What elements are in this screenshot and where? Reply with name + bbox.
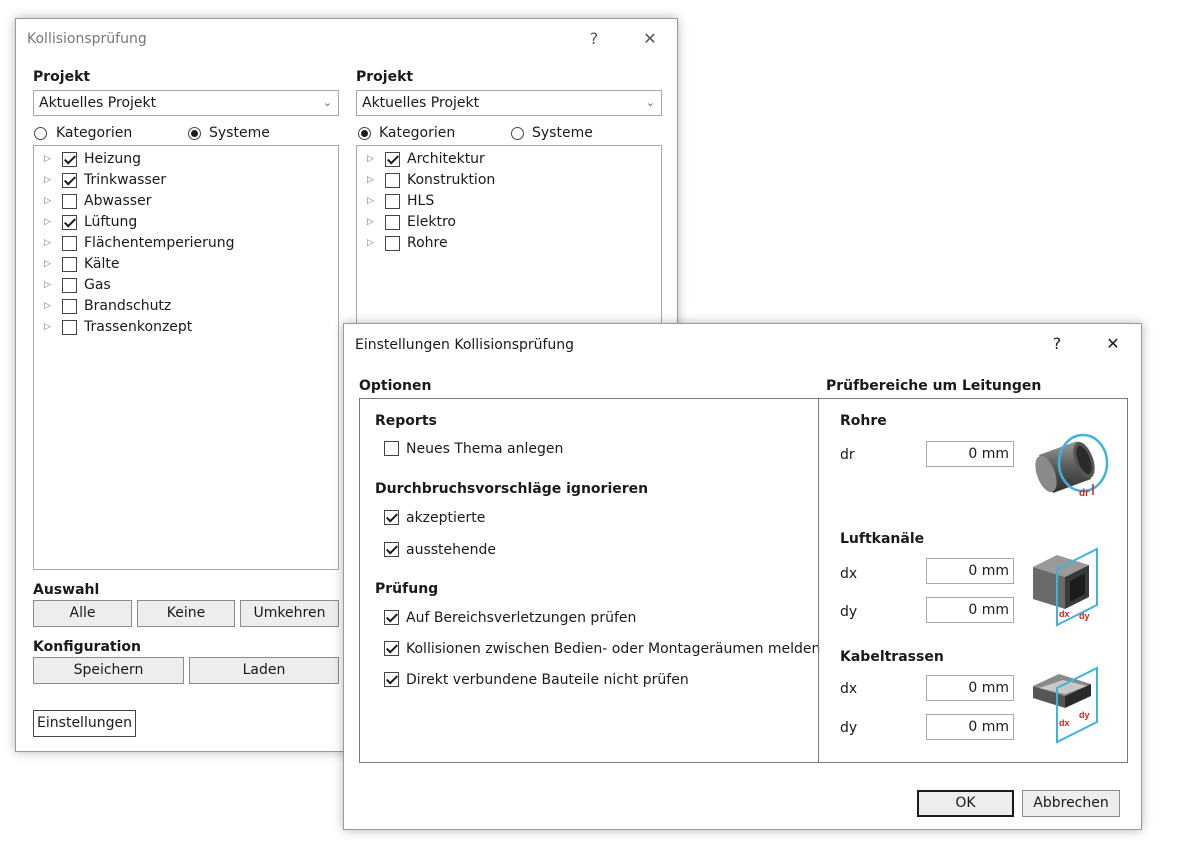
system-item-checkbox[interactable]: [62, 194, 77, 209]
reports-heading: Reports: [375, 413, 437, 429]
right-radio-categories-label: Kategorien: [379, 125, 456, 141]
pipe-range-icon: [1029, 429, 1114, 504]
settings-dialog-title: Einstellungen Kollisionsprüfung: [355, 337, 575, 353]
dialog-title: Kollisionsprüfung: [27, 31, 147, 47]
left-project-value: Aktuelles Projekt: [39, 95, 157, 111]
expand-arrow-icon[interactable]: ▷: [44, 175, 51, 185]
category-tree-item[interactable]: [357, 191, 661, 212]
left-radio-categories[interactable]: [34, 127, 47, 140]
category-item-label: Konstruktion: [407, 172, 496, 188]
tray-dx-label: dx: [840, 681, 858, 697]
help-icon[interactable]: ?: [1052, 334, 1062, 353]
left-project-select[interactable]: [33, 90, 339, 116]
tray-dy-input[interactable]: 0 mm: [926, 714, 1014, 740]
configuration-heading: Konfiguration: [33, 639, 141, 655]
system-item-label: Flächentemperierung: [84, 235, 235, 251]
system-item-label: Gas: [84, 277, 111, 293]
right-radio-systems-label: Systeme: [532, 125, 593, 141]
category-item-label: Elektro: [407, 214, 456, 230]
right-project-select[interactable]: [356, 90, 662, 116]
dr-input[interactable]: 0 mm: [926, 441, 1014, 467]
pending-checkbox[interactable]: [384, 542, 399, 557]
area-check-checkbox[interactable]: [384, 610, 399, 625]
select-all-button[interactable]: Alle: [33, 600, 132, 627]
chevron-down-icon: ⌄: [645, 96, 655, 109]
tray-dy-label: dy: [840, 720, 858, 736]
left-radio-systems-label: Systeme: [209, 125, 270, 141]
category-item-checkbox[interactable]: [385, 215, 400, 230]
new-topic-checkbox[interactable]: [384, 441, 399, 456]
expand-arrow-icon[interactable]: ▷: [367, 217, 374, 227]
expand-arrow-icon[interactable]: ▷: [44, 217, 51, 227]
category-item-checkbox[interactable]: [385, 173, 400, 188]
select-none-button[interactable]: Keine: [137, 600, 235, 627]
selection-heading: Auswahl: [33, 582, 100, 598]
dr-label: dr: [840, 447, 855, 463]
system-item-label: Heizung: [84, 151, 142, 167]
duct-dx-input[interactable]: 0 mm: [926, 558, 1014, 584]
expand-arrow-icon[interactable]: ▷: [44, 301, 51, 311]
system-tree-item[interactable]: [34, 170, 338, 191]
expand-arrow-icon[interactable]: ▷: [367, 175, 374, 185]
collision-report-checkbox[interactable]: [384, 641, 399, 656]
system-item-checkbox[interactable]: [62, 215, 77, 230]
options-panel: [359, 398, 819, 763]
load-config-button[interactable]: Laden: [189, 657, 339, 684]
left-radio-categories-label: Kategorien: [56, 125, 133, 141]
tray-dy-annotation: dy: [1079, 710, 1090, 720]
system-item-label: Trassenkonzept: [84, 319, 193, 335]
direct-connected-label: Direkt verbundene Bauteile nicht prüfen: [406, 672, 689, 688]
cable-tray-range-icon: [1029, 664, 1114, 749]
left-radio-systems[interactable]: [188, 127, 201, 140]
right-radio-systems[interactable]: [511, 127, 524, 140]
ducts-heading: Luftkanäle: [840, 531, 925, 547]
category-item-label: Rohre: [407, 235, 448, 251]
cancel-button[interactable]: Abbrechen: [1022, 790, 1120, 817]
ignore-heading: Durchbruchsvorschläge ignorieren: [375, 481, 649, 497]
system-item-label: Abwasser: [84, 193, 152, 209]
help-icon[interactable]: ?: [589, 29, 599, 48]
settings-dialog: [343, 323, 1142, 830]
expand-arrow-icon[interactable]: ▷: [44, 196, 51, 206]
category-item-checkbox[interactable]: [385, 152, 400, 167]
tray-dx-input[interactable]: 0 mm: [926, 675, 1014, 701]
duct-dy-annotation: dy: [1079, 611, 1090, 621]
ranges-heading: Prüfbereiche um Leitungen: [826, 378, 1042, 394]
expand-arrow-icon[interactable]: ▷: [44, 322, 51, 332]
category-item-label: HLS: [407, 193, 435, 209]
category-tree-item[interactable]: [357, 233, 661, 254]
check-heading: Prüfung: [375, 581, 439, 597]
options-heading: Optionen: [359, 378, 432, 394]
save-config-button[interactable]: Speichern: [33, 657, 184, 684]
expand-arrow-icon[interactable]: ▷: [44, 154, 51, 164]
category-item-checkbox[interactable]: [385, 236, 400, 251]
system-tree-item[interactable]: [34, 275, 338, 296]
right-radio-categories[interactable]: [358, 127, 371, 140]
category-item-label: Architektur: [407, 151, 485, 167]
right-project-value: Aktuelles Projekt: [362, 95, 480, 111]
duct-dx-annotation: dx: [1059, 609, 1070, 619]
duct-dy-input[interactable]: 0 mm: [926, 597, 1014, 623]
duct-dy-label: dy: [840, 604, 858, 620]
expand-arrow-icon[interactable]: ▷: [44, 259, 51, 269]
system-tree-item[interactable]: [34, 212, 338, 233]
invert-selection-button[interactable]: Umkehren: [240, 600, 339, 627]
expand-arrow-icon[interactable]: ▷: [44, 238, 51, 248]
system-item-checkbox[interactable]: [62, 299, 77, 314]
expand-arrow-icon[interactable]: ▷: [367, 238, 374, 248]
category-tree-item[interactable]: [357, 170, 661, 191]
pipe-dr-annotation: dr: [1079, 488, 1089, 499]
expand-arrow-icon[interactable]: ▷: [367, 154, 374, 164]
left-tree-list[interactable]: [33, 145, 339, 570]
chevron-down-icon: ⌄: [322, 96, 332, 109]
system-item-checkbox[interactable]: [62, 236, 77, 251]
system-item-checkbox[interactable]: [62, 173, 77, 188]
system-tree-item[interactable]: [34, 254, 338, 275]
close-icon[interactable]: ✕: [1106, 334, 1120, 353]
system-tree-item[interactable]: [34, 296, 338, 317]
ranges-panel: [818, 398, 1128, 763]
system-tree-item[interactable]: [34, 317, 338, 338]
duct-range-icon: [1029, 547, 1114, 632]
cable-trays-heading: Kabeltrassen: [840, 649, 944, 665]
system-tree-item[interactable]: [34, 149, 338, 170]
pending-label: ausstehende: [406, 542, 497, 558]
system-tree-item[interactable]: [34, 233, 338, 254]
system-item-checkbox[interactable]: [62, 278, 77, 293]
system-item-label: Kälte: [84, 256, 120, 272]
system-item-checkbox[interactable]: [62, 257, 77, 272]
new-topic-label: Neues Thema anlegen: [406, 441, 564, 457]
system-item-label: Lüftung: [84, 214, 138, 230]
system-item-checkbox[interactable]: [62, 152, 77, 167]
category-tree-item[interactable]: [357, 149, 661, 170]
right-project-heading: Projekt: [356, 69, 414, 85]
expand-arrow-icon[interactable]: ▷: [44, 280, 51, 290]
left-project-heading: Projekt: [33, 69, 91, 85]
category-tree-item[interactable]: [357, 212, 661, 233]
collision-report-label: Kollisionen zwischen Bedien- oder Montageräumen melden: [406, 641, 821, 657]
accepted-label: akzeptierte: [406, 510, 486, 526]
expand-arrow-icon[interactable]: ▷: [367, 196, 374, 206]
area-check-label: Auf Bereichsverletzungen prüfen: [406, 610, 637, 626]
duct-dx-label: dx: [840, 566, 858, 582]
tray-dx-annotation: dx: [1059, 718, 1070, 728]
close-icon[interactable]: ✕: [643, 29, 657, 48]
pipes-heading: Rohre: [840, 413, 887, 429]
ok-button[interactable]: OK: [917, 790, 1014, 817]
system-item-checkbox[interactable]: [62, 320, 77, 335]
system-tree-item[interactable]: [34, 191, 338, 212]
system-item-label: Brandschutz: [84, 298, 172, 314]
direct-connected-checkbox[interactable]: [384, 672, 399, 687]
accepted-checkbox[interactable]: [384, 510, 399, 525]
category-item-checkbox[interactable]: [385, 194, 400, 209]
settings-button[interactable]: Einstellungen: [33, 710, 136, 737]
system-item-label: Trinkwasser: [84, 172, 167, 188]
